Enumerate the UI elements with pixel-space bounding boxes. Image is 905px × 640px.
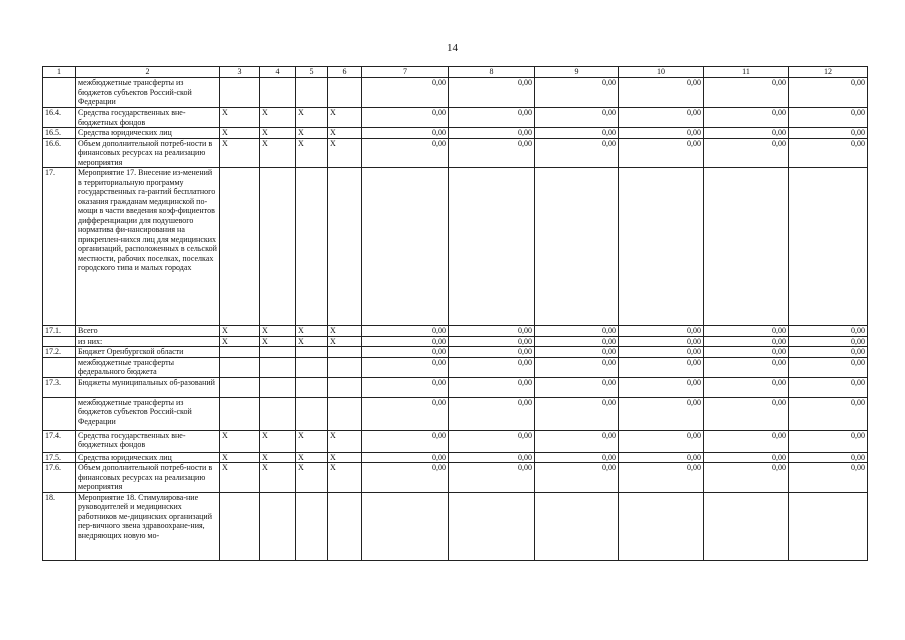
mark-cell (220, 492, 260, 560)
value-cell: 0,00 (449, 347, 535, 358)
value-cell: 0,00 (789, 347, 868, 358)
mark-cell (260, 492, 296, 560)
value-cell: 0,00 (449, 138, 535, 168)
value-cell: 0,00 (704, 452, 789, 463)
column-header-2: 2 (76, 67, 220, 78)
description-cell: Средства государственных вне-бюджетных фондов (76, 108, 220, 128)
value-cell: 0,00 (789, 128, 868, 139)
mark-cell: X (220, 108, 260, 128)
description-cell: Бюджет Оренбургской области (76, 347, 220, 358)
budget-table (42, 66, 868, 561)
mark-cell: X (328, 108, 362, 128)
value-cell: 0,00 (449, 430, 535, 452)
column-header-8: 8 (449, 67, 535, 78)
value-cell: 0,00 (704, 336, 789, 347)
mark-cell: X (220, 138, 260, 168)
mark-cell (328, 347, 362, 358)
table-row (43, 108, 868, 128)
description-cell: Мероприятие 18. Стимулирова-ние руководителей и медицинских работников ме-дицинских организаций пер-вичного звена здравоохране-ния, внедряющих новую мо- (76, 492, 220, 560)
mark-cell (328, 357, 362, 377)
description-cell: Средства государственных вне-бюджетных фондов (76, 430, 220, 452)
row-number-cell (43, 78, 76, 108)
value-cell: 0,00 (619, 463, 704, 493)
value-cell: 0,00 (535, 452, 619, 463)
value-cell (619, 168, 704, 326)
column-header-5: 5 (296, 67, 328, 78)
mark-cell: X (328, 326, 362, 337)
value-cell: 0,00 (619, 78, 704, 108)
mark-cell (328, 377, 362, 397)
value-cell (362, 168, 449, 326)
mark-cell (220, 78, 260, 108)
mark-cell: X (296, 326, 328, 337)
table-row (43, 377, 868, 397)
description-cell: Мероприятие 17. Внесение из-менений в территориальную программу государственных га-рантий бесплатного оказания гражданам медицинской по-мощи в части введения коэф-фициентов дифференциации для подушевого норматива фи-нансирования на прикреплен-нихся лиц для медицинских организаций, расположенных в сельской местности, рабочих поселках, поселках городского типа и малых городах (76, 168, 220, 326)
value-cell: 0,00 (704, 357, 789, 377)
value-cell (789, 168, 868, 326)
mark-cell: X (260, 452, 296, 463)
value-cell: 0,00 (535, 377, 619, 397)
table-row (43, 326, 868, 337)
value-cell: 0,00 (619, 128, 704, 139)
value-cell: 0,00 (619, 326, 704, 337)
mark-cell: X (296, 336, 328, 347)
row-number-cell: 17.1. (43, 326, 76, 337)
value-cell: 0,00 (362, 377, 449, 397)
table-row (43, 168, 868, 326)
mark-cell (220, 347, 260, 358)
mark-cell (296, 492, 328, 560)
value-cell: 0,00 (449, 397, 535, 430)
column-header-4: 4 (260, 67, 296, 78)
value-cell: 0,00 (619, 377, 704, 397)
value-cell: 0,00 (362, 128, 449, 139)
value-cell: 0,00 (619, 357, 704, 377)
value-cell: 0,00 (535, 138, 619, 168)
value-cell: 0,00 (362, 78, 449, 108)
mark-cell: X (328, 336, 362, 347)
mark-cell (220, 377, 260, 397)
mark-cell (296, 357, 328, 377)
table-row (43, 463, 868, 493)
value-cell: 0,00 (449, 377, 535, 397)
table-row (43, 492, 868, 560)
value-cell: 0,00 (535, 347, 619, 358)
mark-cell (296, 377, 328, 397)
value-cell: 0,00 (789, 463, 868, 493)
mark-cell (296, 168, 328, 326)
value-cell: 0,00 (535, 463, 619, 493)
mark-cell: X (328, 430, 362, 452)
value-cell: 0,00 (362, 326, 449, 337)
description-cell: Средства юридических лиц (76, 128, 220, 139)
description-cell: межбюджетные трансферты федерального бюджета (76, 357, 220, 377)
mark-cell: X (328, 452, 362, 463)
mark-cell (296, 347, 328, 358)
row-number-cell: 16.6. (43, 138, 76, 168)
value-cell: 0,00 (449, 357, 535, 377)
column-header-7: 7 (362, 67, 449, 78)
mark-cell (260, 357, 296, 377)
mark-cell: X (296, 108, 328, 128)
mark-cell: X (220, 336, 260, 347)
value-cell: 0,00 (619, 430, 704, 452)
column-header-3: 3 (220, 67, 260, 78)
value-cell: 0,00 (789, 108, 868, 128)
table-row (43, 452, 868, 463)
column-header-11: 11 (704, 67, 789, 78)
table-row (43, 128, 868, 139)
value-cell: 0,00 (789, 138, 868, 168)
description-cell: межбюджетные трансферты из бюджетов субъектов Россий-ской Федерации (76, 397, 220, 430)
mark-cell: X (260, 430, 296, 452)
mark-cell (328, 397, 362, 430)
value-cell (535, 492, 619, 560)
mark-cell (296, 78, 328, 108)
row-number-cell: 17.2. (43, 347, 76, 358)
mark-cell: X (328, 138, 362, 168)
mark-cell: X (296, 463, 328, 493)
value-cell: 0,00 (449, 326, 535, 337)
value-cell: 0,00 (362, 463, 449, 493)
value-cell (619, 492, 704, 560)
value-cell: 0,00 (362, 397, 449, 430)
row-number-cell (43, 397, 76, 430)
value-cell: 0,00 (362, 347, 449, 358)
value-cell (362, 492, 449, 560)
mark-cell: X (296, 430, 328, 452)
value-cell: 0,00 (619, 336, 704, 347)
table-body (43, 78, 868, 561)
value-cell: 0,00 (789, 326, 868, 337)
value-cell: 0,00 (704, 138, 789, 168)
mark-cell (220, 397, 260, 430)
mark-cell (328, 78, 362, 108)
mark-cell: X (260, 128, 296, 139)
value-cell: 0,00 (362, 336, 449, 347)
mark-cell: X (260, 108, 296, 128)
mark-cell (260, 168, 296, 326)
value-cell: 0,00 (704, 128, 789, 139)
value-cell: 0,00 (789, 336, 868, 347)
value-cell (704, 492, 789, 560)
mark-cell: X (296, 138, 328, 168)
header-row (43, 67, 868, 78)
column-header-10: 10 (619, 67, 704, 78)
mark-cell (260, 347, 296, 358)
value-cell: 0,00 (619, 138, 704, 168)
value-cell: 0,00 (449, 128, 535, 139)
value-cell: 0,00 (789, 78, 868, 108)
value-cell: 0,00 (535, 357, 619, 377)
value-cell: 0,00 (535, 78, 619, 108)
mark-cell: X (328, 128, 362, 139)
mark-cell (260, 377, 296, 397)
row-number-cell: 17.6. (43, 463, 76, 493)
value-cell: 0,00 (619, 397, 704, 430)
value-cell: 0,00 (449, 108, 535, 128)
table-row (43, 347, 868, 358)
row-number-cell: 17. (43, 168, 76, 326)
value-cell: 0,00 (362, 430, 449, 452)
value-cell: 0,00 (704, 463, 789, 493)
value-cell: 0,00 (362, 452, 449, 463)
column-header-9: 9 (535, 67, 619, 78)
mark-cell: X (260, 326, 296, 337)
mark-cell (220, 168, 260, 326)
mark-cell (296, 397, 328, 430)
description-cell: Средства юридических лиц (76, 452, 220, 463)
mark-cell (328, 492, 362, 560)
row-number-cell: 18. (43, 492, 76, 560)
value-cell (704, 168, 789, 326)
value-cell: 0,00 (362, 108, 449, 128)
mark-cell: X (220, 326, 260, 337)
description-cell: Объем дополнительной потреб-ности в финансовых ресурсах на реализацию мероприятия (76, 138, 220, 168)
value-cell: 0,00 (619, 452, 704, 463)
value-cell (789, 492, 868, 560)
value-cell: 0,00 (362, 138, 449, 168)
mark-cell (260, 78, 296, 108)
value-cell: 0,00 (449, 463, 535, 493)
column-header-6: 6 (328, 67, 362, 78)
value-cell: 0,00 (535, 326, 619, 337)
table-row (43, 336, 868, 347)
description-cell: Объем дополнительной потреб-ности в финансовых ресурсах на реализацию мероприятия (76, 463, 220, 493)
mark-cell (328, 168, 362, 326)
mark-cell: X (220, 128, 260, 139)
mark-cell: X (260, 138, 296, 168)
row-number-cell: 16.5. (43, 128, 76, 139)
value-cell: 0,00 (704, 78, 789, 108)
mark-cell: X (296, 128, 328, 139)
value-cell: 0,00 (619, 108, 704, 128)
value-cell: 0,00 (704, 108, 789, 128)
value-cell: 0,00 (535, 108, 619, 128)
table-row (43, 78, 868, 108)
description-cell: Бюджеты муниципальных об-разований (76, 377, 220, 397)
value-cell: 0,00 (535, 397, 619, 430)
value-cell (535, 168, 619, 326)
value-cell: 0,00 (535, 128, 619, 139)
value-cell: 0,00 (362, 357, 449, 377)
mark-cell: X (260, 463, 296, 493)
value-cell: 0,00 (789, 430, 868, 452)
row-number-cell: 17.5. (43, 452, 76, 463)
value-cell (449, 168, 535, 326)
value-cell: 0,00 (449, 336, 535, 347)
row-number-cell (43, 357, 76, 377)
value-cell: 0,00 (789, 397, 868, 430)
row-number-cell: 17.4. (43, 430, 76, 452)
table-row (43, 430, 868, 452)
value-cell: 0,00 (535, 430, 619, 452)
value-cell: 0,00 (535, 336, 619, 347)
row-number-cell (43, 336, 76, 347)
column-header-12: 12 (789, 67, 868, 78)
value-cell: 0,00 (789, 377, 868, 397)
mark-cell: X (220, 452, 260, 463)
column-header-1: 1 (43, 67, 76, 78)
value-cell: 0,00 (704, 430, 789, 452)
mark-cell: X (328, 463, 362, 493)
value-cell: 0,00 (449, 452, 535, 463)
value-cell: 0,00 (704, 397, 789, 430)
table-row (43, 138, 868, 168)
mark-cell: X (296, 452, 328, 463)
table-row (43, 397, 868, 430)
row-number-cell: 16.4. (43, 108, 76, 128)
mark-cell (220, 357, 260, 377)
description-cell: Всего (76, 326, 220, 337)
value-cell (449, 492, 535, 560)
table-row (43, 357, 868, 377)
mark-cell: X (220, 463, 260, 493)
row-number-cell: 17.3. (43, 377, 76, 397)
value-cell: 0,00 (789, 452, 868, 463)
value-cell: 0,00 (619, 347, 704, 358)
value-cell: 0,00 (449, 78, 535, 108)
value-cell: 0,00 (704, 347, 789, 358)
page-number: 14 (447, 42, 458, 54)
mark-cell: X (260, 336, 296, 347)
value-cell: 0,00 (789, 357, 868, 377)
value-cell: 0,00 (704, 377, 789, 397)
mark-cell (260, 397, 296, 430)
mark-cell: X (220, 430, 260, 452)
description-cell: межбюджетные трансферты из бюджетов субъектов Россий-ской Федерации (76, 78, 220, 108)
value-cell: 0,00 (704, 326, 789, 337)
description-cell: из них: (76, 336, 220, 347)
